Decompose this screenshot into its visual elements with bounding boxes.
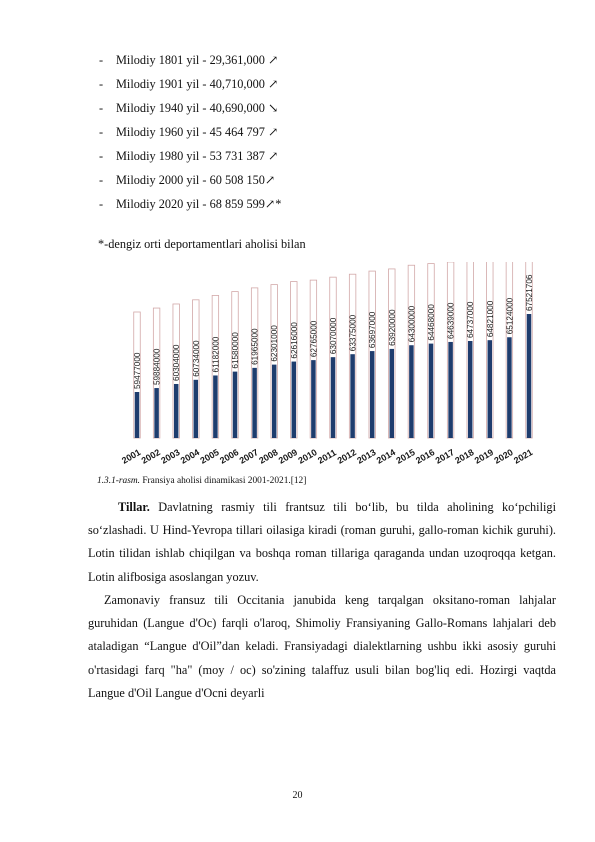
bar-2017: [448, 342, 453, 438]
list-item: - Milodiy 1801 yil - 29,361,000 ↗: [99, 53, 279, 67]
footnote: *-dengiz orti deportamentlari aholisi bilan: [98, 237, 306, 251]
category-label-2008: 2008: [257, 447, 280, 466]
category-label-2018: 2018: [453, 447, 476, 466]
category-label-2004: 2004: [178, 447, 202, 466]
category-label-2013: 2013: [355, 447, 378, 466]
category-label-2009: 2009: [276, 447, 300, 466]
paragraph-languages: [88, 496, 556, 589]
category-label-2021: 2021: [512, 447, 535, 466]
caption-label: 1.3.1-rasm.: [97, 476, 140, 486]
value-label-2018: 64737000: [466, 301, 476, 338]
value-label-2003: 60304000: [172, 344, 182, 381]
bar-2002: [154, 388, 159, 438]
category-label-2002: 2002: [139, 447, 162, 466]
category-label-2010: 2010: [296, 447, 319, 466]
bar-2003: [174, 384, 179, 438]
list-item-text: Milodiy 1980 yil - 53 731 387 ↗: [116, 149, 279, 163]
list-item-text: Milodiy 1960 yil - 45 464 797 ↗: [116, 125, 279, 139]
category-label-2015: 2015: [394, 447, 417, 466]
paragraph-text: Zamonaviy fransuz tili Occitania janubida keng tarqalgan oksitano-roman lahjalar guruhidan (Langue d'Oc) farqli o'laroq, Shimoliy Fransiyaning Gallo-Romans lahjalari deb ataladigan “Langue d'Oil”dan keladi. Fransiyadagi dialektlarning ushbu ikki asosiy guruhi o'rtasidagi farq "ha" (moy / oc) so'zining talaffuz usuli bilan bog'liq edi. Hozirgi vaqtda Langue d'Oil Langue d'Ocni deyarli: [88, 593, 556, 700]
value-label-2014: 63920000: [387, 309, 397, 346]
page-number: 20: [292, 790, 303, 801]
category-label-2005: 2005: [198, 447, 221, 466]
bar-2008: [272, 365, 277, 438]
bar-2009: [292, 362, 297, 438]
value-label-2010: 62765000: [309, 320, 319, 358]
value-label-2006: 61580000: [231, 332, 240, 369]
population-bar-chart: [105, 262, 555, 480]
bar-2018: [468, 341, 473, 438]
bar-2005: [213, 375, 218, 438]
list-item-text: Milodiy 2000 yil - 60 508 150↗: [116, 173, 276, 187]
bar-2012: [350, 354, 355, 438]
value-label-2001: 59477000: [133, 352, 142, 389]
paragraph-text: Davlatning rasmiy tili frantsuz tili boʻlib, bu tilda aholining koʻpchiligi soʻzlashadi. U Hind-Yevropa tillari oilasiga kiradi (roman guruhi, gallo-roman kichik guruhi). Lotin tilidan ishlab chiqilgan va boshqa roman tillariga qaraganda undan uzoqroqqa ketgan. Lotin alifbosiga asoslangan yozuv.: [88, 500, 556, 584]
category-label-2003: 2003: [159, 447, 182, 466]
category-label-2019: 2019: [472, 447, 496, 466]
bar-2014: [390, 349, 395, 438]
list-item-text: Milodiy 1940 yil - 40,690,000 ↘: [116, 101, 279, 115]
value-label-2020: 65124000: [505, 297, 515, 335]
list-item-text: Milodiy 1801 yil - 29,361,000 ↗: [116, 53, 279, 67]
value-label-2011: 63070000: [329, 317, 338, 355]
value-label-2016: 64468000: [427, 304, 436, 341]
list-item: - Milodiy 1901 yil - 40,710,000 ↗: [99, 77, 279, 91]
bar-2006: [233, 372, 238, 438]
bar-2016: [429, 344, 434, 438]
bar-2013: [370, 351, 375, 438]
paragraph-lead: Tillar.: [118, 500, 150, 514]
value-label-2002: 59884000: [152, 348, 162, 386]
figure-caption: [97, 474, 306, 488]
category-label-2011: 2011: [316, 447, 338, 466]
list-item: - Milodiy 1960 yil - 45 464 797 ↗: [99, 125, 279, 139]
value-label-2019: 64821000: [485, 300, 495, 338]
population-list: [99, 48, 281, 216]
value-label-2015: 64300000: [407, 305, 417, 343]
category-label-2016: 2016: [414, 447, 437, 466]
bar-2021: [527, 314, 532, 438]
bar-2004: [194, 380, 199, 438]
bar-2019: [488, 340, 493, 438]
category-label-2020: 2020: [492, 447, 515, 466]
value-label-2017: 64639000: [446, 302, 456, 339]
bar-2010: [311, 360, 316, 438]
category-label-2014: 2014: [374, 447, 398, 466]
list-item: - Milodiy 1940 yil - 40,690,000 ↘: [99, 101, 279, 115]
value-label-2008: 62301000: [270, 325, 280, 362]
category-label-2006: 2006: [218, 447, 241, 466]
caption-text: Fransiya aholisi dinamikasi 2001-2021.[12]: [139, 476, 307, 486]
list-item: - Milodiy 2020 yil - 68 859 599↗*: [99, 197, 282, 211]
list-item-text: Milodiy 2020 yil - 68 859 599↗*: [116, 197, 282, 211]
list-item-text: Milodiy 1901 yil - 40,710,000 ↗: [116, 77, 279, 91]
value-label-2021: 67521706: [525, 274, 534, 311]
value-label-2012: 63375000: [348, 314, 358, 352]
bar-2007: [252, 368, 257, 438]
bar-2015: [409, 345, 414, 438]
value-label-2013: 63697000: [368, 311, 378, 349]
list-item: - Milodiy 1980 yil - 53 731 387 ↗: [99, 149, 279, 163]
value-label-2004: 60734000: [191, 340, 201, 377]
value-label-2005: 61182000: [211, 336, 221, 373]
value-label-2007: 61965000: [250, 328, 260, 365]
value-label-2009: 62616000: [289, 322, 299, 359]
bar-2011: [331, 357, 336, 438]
list-item: - Milodiy 2000 yil - 60 508 150↗: [99, 173, 276, 187]
category-label-2007: 2007: [237, 447, 260, 466]
category-label-2017: 2017: [433, 447, 456, 466]
bar-2020: [507, 337, 512, 438]
category-label-2012: 2012: [335, 447, 358, 466]
paragraph-dialects: [88, 589, 556, 705]
bar-2001: [135, 392, 140, 438]
category-label-2001: 2001: [120, 447, 143, 466]
